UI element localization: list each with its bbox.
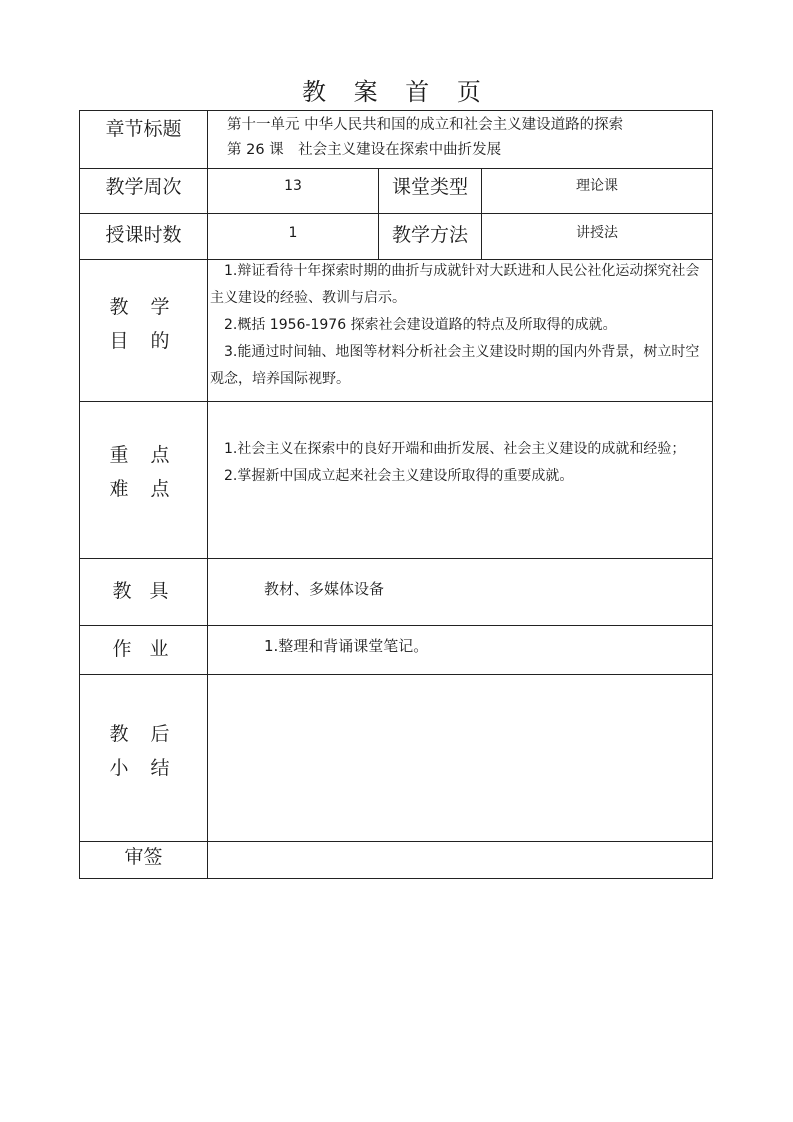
table-rule: [79, 401, 713, 402]
method-label: 教学方法: [391, 224, 468, 246]
key-points-label: [80, 438, 207, 506]
objectives-label: [80, 290, 207, 358]
table-rule: [79, 558, 713, 559]
table-rule: [79, 110, 713, 111]
table-rule: [79, 168, 713, 169]
table-rule: [79, 213, 713, 214]
lesson-plan-table: [79, 110, 713, 879]
hours-value: 1: [288, 225, 298, 241]
week-value: 13: [284, 178, 302, 194]
key-point-item: 1.社会主义在探索中的良好开端和曲折发展、社会主义建设的成就和经验；: [224, 441, 686, 457]
table-rule: [79, 878, 713, 879]
tools-label: 教 具: [112, 580, 175, 602]
key-point-item: 2.掌握新中国成立起来社会主义建设所取得的重要成就。: [224, 468, 574, 484]
tools-value: 教材、多媒体设备: [264, 580, 385, 598]
chapter-title-line2: 第 26 课 社会主义建设在探索中曲折发展: [227, 142, 502, 158]
key-points-content: [210, 436, 712, 490]
chapter-label: 章节标题: [105, 118, 182, 140]
class-type-value: 理论课: [576, 178, 618, 194]
objectives-label-line1: 教 学: [109, 296, 178, 318]
summary-label-line1: 教 后: [109, 723, 178, 745]
homework-label: 作 业: [112, 638, 175, 660]
table-rule: [79, 841, 713, 842]
key-points-label-line1: 重 点: [109, 444, 178, 466]
objective-item: 1.辩证看待十年探索时期的曲折与成就针对大跃进和人民公社化运动探究社会主义建设的经验、教训与启示。: [210, 263, 700, 306]
review-label: 审签: [124, 846, 163, 868]
method-value: 讲授法: [576, 225, 618, 241]
objective-item: 2.概括 1956-1976 探索社会建设道路的特点及所取得的成就。: [224, 317, 617, 333]
table-rule: [79, 674, 713, 675]
summary-label-line2: 小 结: [109, 757, 178, 779]
objectives-label-line2: 目 的: [109, 330, 178, 352]
objectives-content: [210, 258, 712, 393]
class-type-label: 课堂类型: [391, 176, 468, 198]
summary-label: [80, 717, 207, 785]
table-rule: [79, 625, 713, 626]
chapter-title-line1: 第十一单元 中华人民共和国的成立和社会主义建设道路的探索: [227, 117, 624, 133]
hours-label: 授课时数: [105, 224, 182, 246]
key-points-label-line2: 难 点: [109, 478, 178, 500]
page-title: 教 案 首 页: [302, 78, 491, 106]
homework-value: 1.整理和背诵课堂笔记。: [264, 637, 429, 655]
table-rule: [712, 110, 713, 879]
objective-item: 3.能通过时间轴、地图等材料分析社会主义建设时期的国内外背景，树立时空观念，培养国际视野。: [210, 344, 700, 387]
week-label: 教学周次: [105, 176, 182, 198]
